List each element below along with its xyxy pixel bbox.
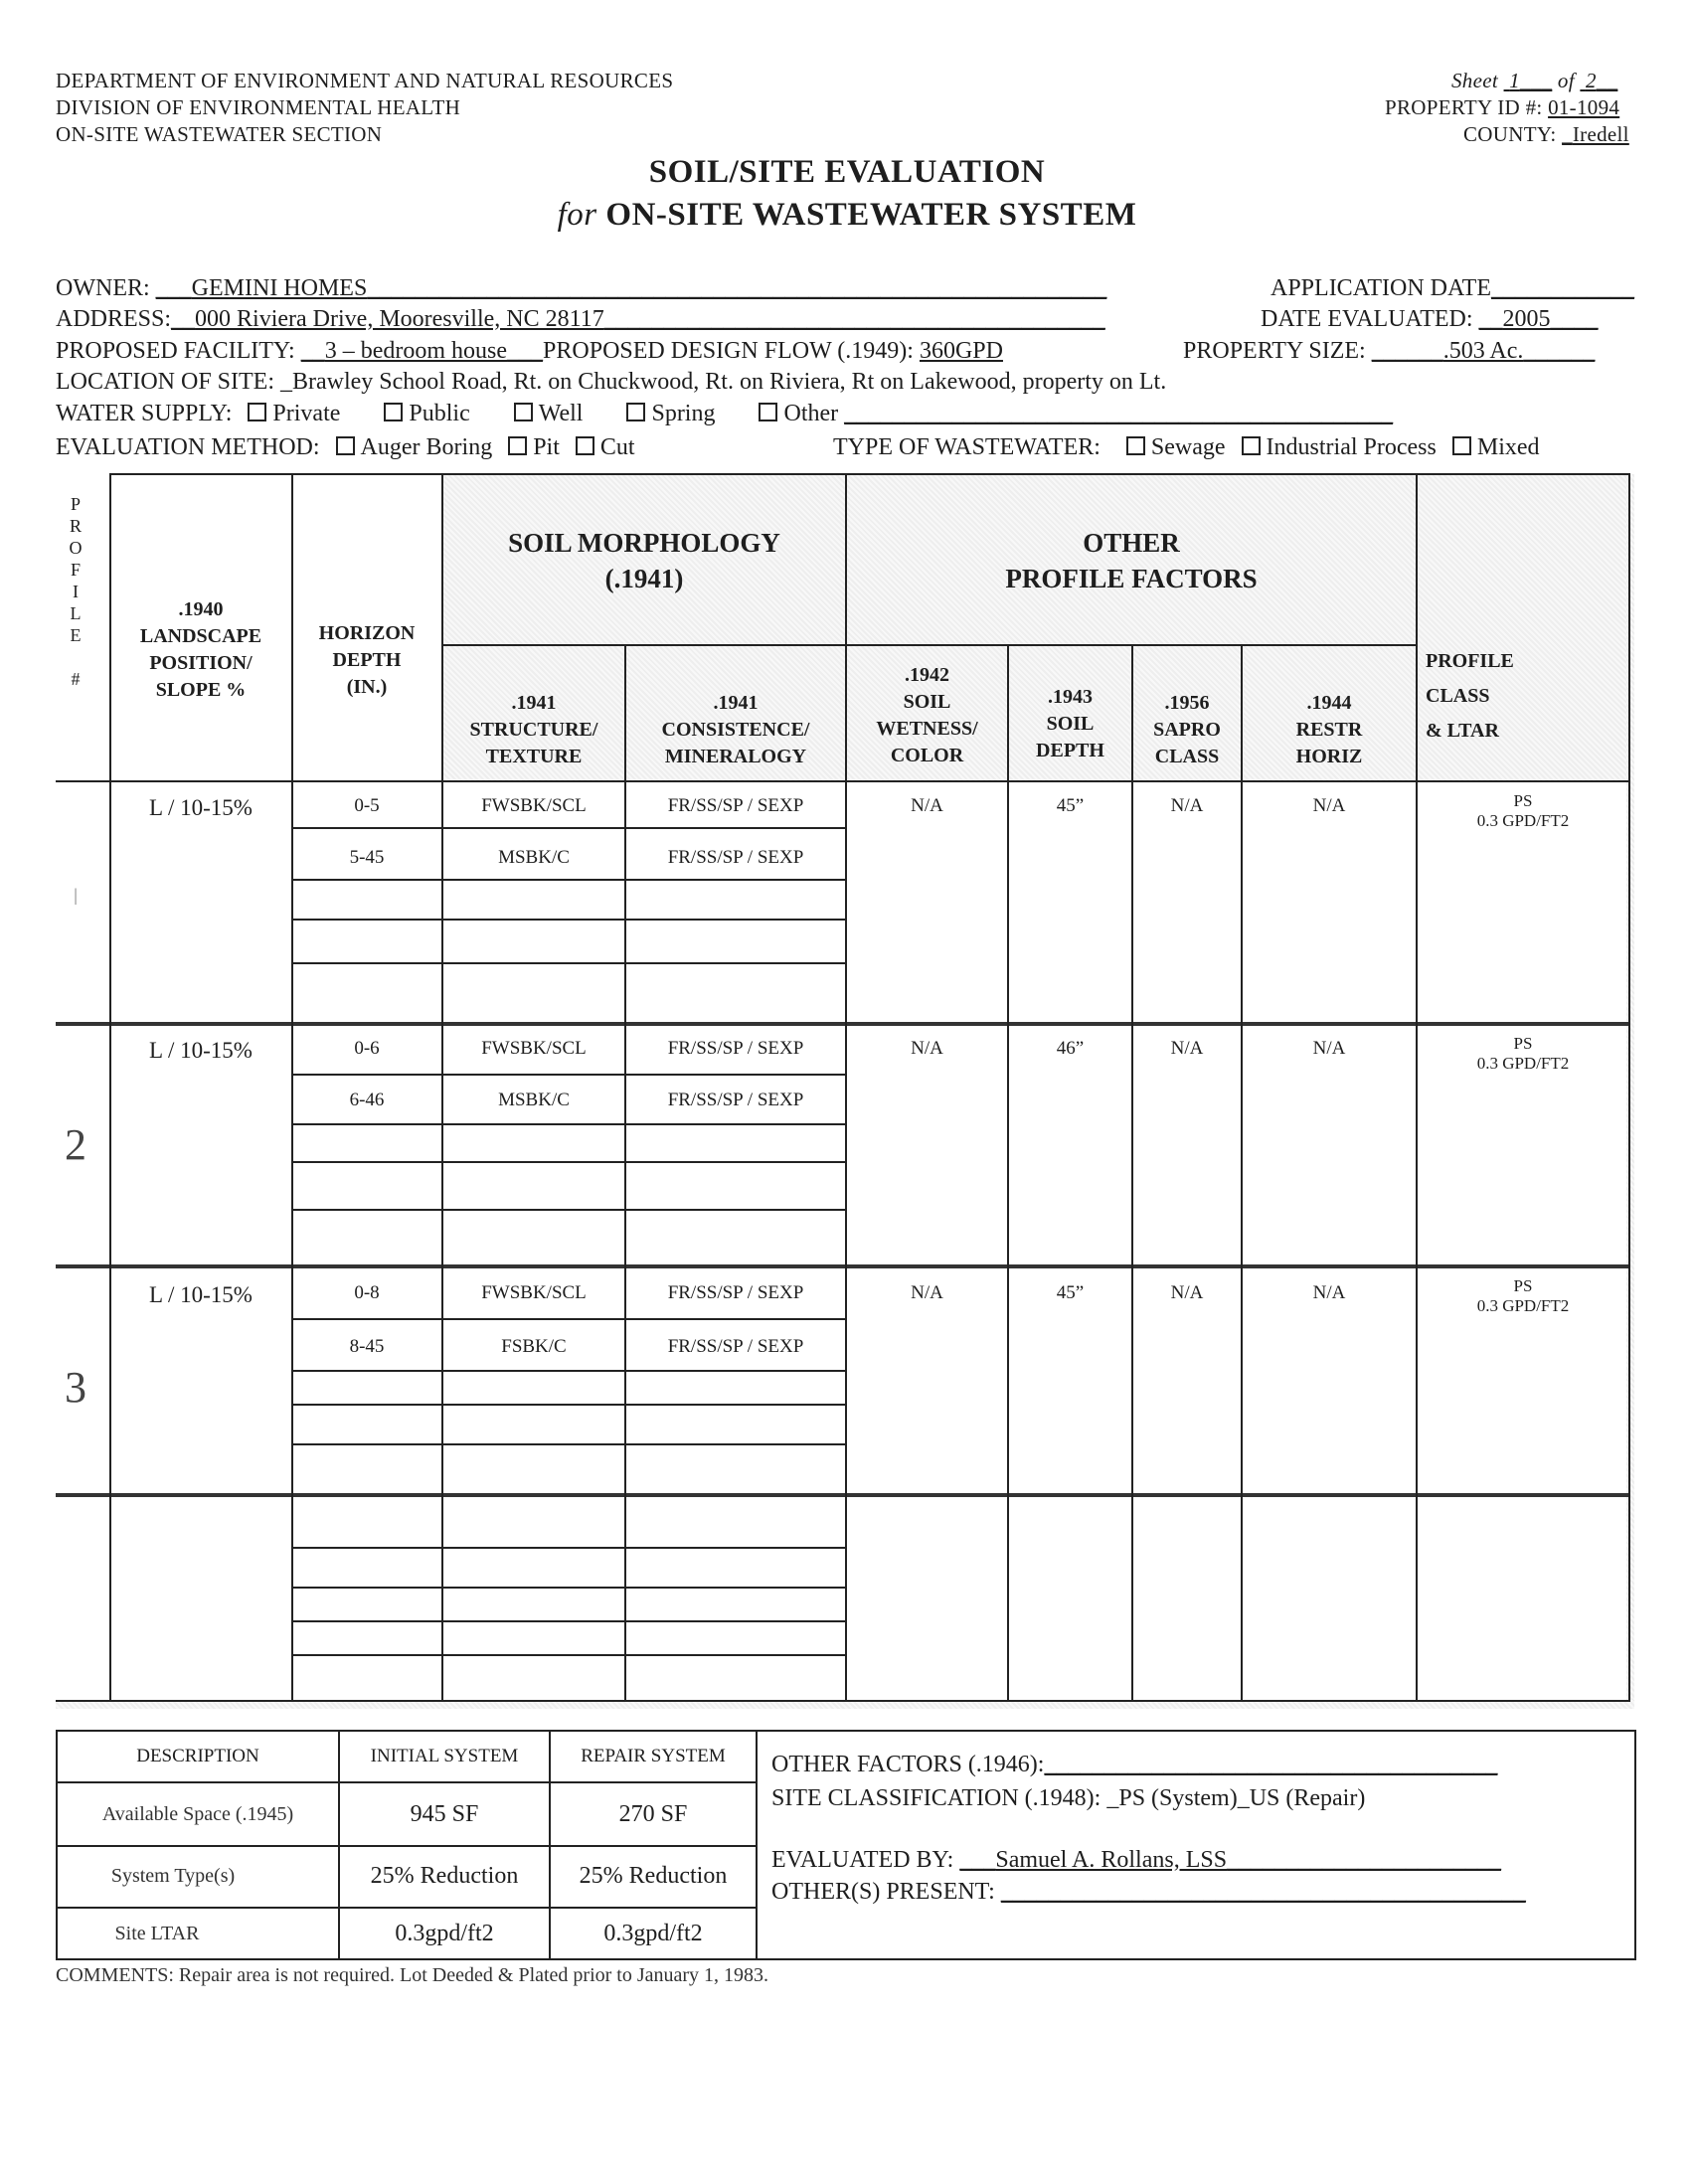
profile-ltar: 0.3 GPD/FT2 xyxy=(1476,1054,1570,1073)
other-profile-factors-header: OTHER PROFILE FACTORS xyxy=(1005,528,1258,593)
soil-depth: 45” xyxy=(1056,795,1085,816)
form-title: SOIL/SITE EVALUATION xyxy=(648,154,1046,190)
sewage-checkbox[interactable] xyxy=(1126,436,1145,455)
landscape-value: L / 10-15% xyxy=(149,795,253,820)
landscape-header: .1940 LANDSCAPE POSITION/ SLOPE % xyxy=(139,598,262,701)
structure-texture: MSBK/C xyxy=(498,1090,570,1110)
evaluated-by-field: EVALUATED BY: ___Samuel A. Rollans, LSS_______________________ xyxy=(771,1847,1502,1873)
dept-line: DEPARTMENT OF ENVIRONMENT AND NATURAL RESOURCES xyxy=(56,69,674,92)
water-supply-field: WATER SUPPLY: Private Public Well Spring Other ______________________________________________ xyxy=(56,401,1394,426)
sapro-class: N/A xyxy=(1170,1282,1204,1303)
horizon-depth: 0-5 xyxy=(354,795,380,816)
site-classification-field: SITE CLASSIFICATION (.1948): _PS (System)_US (Repair) xyxy=(771,1785,1366,1811)
soil-depth-header: .1943 SOIL DEPTH xyxy=(1036,686,1104,761)
others-present-field: OTHER(S) PRESENT: ____________________________________________ xyxy=(771,1879,1526,1905)
auger-checkbox[interactable] xyxy=(336,436,355,455)
consistence-mineralogy: FR/SS/SP / SEXP xyxy=(667,1282,804,1303)
other-checkbox[interactable] xyxy=(759,403,777,421)
soil-wetness: N/A xyxy=(911,795,943,816)
summary-repair-value: 25% Reduction xyxy=(579,1863,728,1889)
owner-field: OWNER: ___GEMINI HOMES______________________________________________________________ xyxy=(56,275,1107,301)
section-line: ON-SITE WASTEWATER SECTION xyxy=(56,122,383,146)
profile-ltar: 0.3 GPD/FT2 xyxy=(1476,811,1570,830)
repair-system-header: REPAIR SYSTEM xyxy=(581,1746,726,1766)
structure-texture: MSBK/C xyxy=(498,847,570,868)
date-evaluated-field: DATE EVALUATED: __2005____ xyxy=(1261,306,1599,332)
sapro-class: N/A xyxy=(1170,795,1204,816)
structure-texture-header: .1941 STRUCTURE/ TEXTURE xyxy=(469,692,598,767)
property-id: PROPERTY ID #: 01-1094 xyxy=(1385,95,1620,119)
profile-number: | xyxy=(74,885,78,905)
soil-wetness: N/A xyxy=(911,1282,943,1303)
profile-class: PS xyxy=(1513,1276,1533,1295)
description-header: DESCRIPTION xyxy=(136,1746,259,1766)
cut-checkbox[interactable] xyxy=(576,436,594,455)
consistence-mineralogy: FR/SS/SP / SEXP xyxy=(667,795,804,816)
application-date-field: APPLICATION DATE____________ xyxy=(1270,275,1634,301)
division-line: DIVISION OF ENVIRONMENTAL HEALTH xyxy=(56,95,461,119)
spring-checkbox[interactable] xyxy=(626,403,645,421)
mixed-checkbox[interactable] xyxy=(1452,436,1471,455)
structure-texture: FSBK/C xyxy=(501,1336,567,1357)
horizon-depth: 6-46 xyxy=(349,1090,385,1110)
consistence-header: .1941 CONSISTENCE/ MINERALOGY xyxy=(661,692,810,767)
pit-checkbox[interactable] xyxy=(508,436,527,455)
initial-system-header: INITIAL SYSTEM xyxy=(370,1746,519,1766)
consistence-mineralogy: FR/SS/SP / SEXP xyxy=(667,1090,804,1110)
profile-class: PS xyxy=(1513,791,1533,810)
profile-class: PS xyxy=(1513,1034,1533,1053)
soil-morphology-header: SOIL MORPHOLOGY (.1941) xyxy=(508,528,780,593)
summary-initial-value: 25% Reduction xyxy=(370,1863,519,1889)
profile-number-header: P R O F I L E # xyxy=(69,494,83,689)
landscape-value: L / 10-15% xyxy=(149,1038,253,1063)
consistence-mineralogy: FR/SS/SP / SEXP xyxy=(667,1336,804,1357)
horizon-depth: 0-6 xyxy=(354,1038,380,1059)
sapro-class-header: .1956 SAPRO CLASS xyxy=(1153,692,1221,767)
horizon-depth: 0-8 xyxy=(354,1282,380,1303)
wastewater-type-field: TYPE OF WASTEWATER: Sewage Industrial Process Mixed xyxy=(833,434,1540,460)
profile-number: 2 xyxy=(65,1120,86,1169)
horizon-depth-header: HORIZON DEPTH (IN.) xyxy=(318,622,416,698)
consistence-mineralogy: FR/SS/SP / SEXP xyxy=(667,847,804,868)
private-checkbox[interactable] xyxy=(248,403,266,421)
horizon-depth: 5-45 xyxy=(349,847,385,868)
profile-number: 3 xyxy=(65,1363,86,1412)
public-checkbox[interactable] xyxy=(384,403,403,421)
evaluation-method-field: EVALUATION METHOD: Auger Boring Pit Cut xyxy=(56,434,635,460)
facility-field: PROPOSED FACILITY: __3 – bedroom house___PROPOSED DESIGN FLOW (.1949): 360GPD xyxy=(56,338,1003,364)
address-field: ADDRESS:__000 Riviera Drive, Mooresville, NC 28117__________________________________________ xyxy=(56,306,1105,332)
other-factors-field: OTHER FACTORS (.1946):______________________________________ xyxy=(771,1752,1498,1777)
summary-row-label: Available Space (.1945) xyxy=(101,1803,294,1825)
comments: COMMENTS: Repair area is not required. Lot Deeded & Plated prior to January 1, 1983. xyxy=(56,1964,769,1986)
county: COUNTY: _Iredell xyxy=(1463,122,1629,146)
form-subtitle: for ON-SITE WASTEWATER SYSTEM xyxy=(557,197,1137,233)
location-field: LOCATION OF SITE: _Brawley School Road, Rt. on Chuckwood, Rt. on Riviera, Rt on Lakewood, property on Lt. xyxy=(56,369,1167,395)
restr-horiz: N/A xyxy=(1312,1282,1346,1303)
restr-horiz: N/A xyxy=(1312,1038,1346,1059)
horizon-depth: 8-45 xyxy=(349,1336,385,1357)
soil-depth: 46” xyxy=(1056,1038,1085,1059)
industrial-checkbox[interactable] xyxy=(1242,436,1261,455)
summary-initial-value: 0.3gpd/ft2 xyxy=(395,1921,494,1946)
property-size-field: PROPERTY SIZE: ______.503 Ac.______ xyxy=(1183,338,1596,364)
sheet-indicator: Sheet 1___ of 2__ xyxy=(1451,69,1618,92)
restr-horiz: N/A xyxy=(1312,795,1346,816)
summary-row-label: System Type(s) xyxy=(110,1865,236,1887)
soil-wetness-header: .1942 SOIL WETNESS/ COLOR xyxy=(876,664,978,766)
profile-ltar: 0.3 GPD/FT2 xyxy=(1476,1296,1570,1315)
structure-texture: FWSBK/SCL xyxy=(481,1038,587,1059)
landscape-value: L / 10-15% xyxy=(149,1282,253,1307)
summary-row-label: Site LTAR xyxy=(114,1923,200,1944)
restr-horiz-header: .1944 RESTR HORIZ xyxy=(1295,692,1363,767)
soil-wetness: N/A xyxy=(911,1038,943,1059)
soil-depth: 45” xyxy=(1056,1282,1085,1303)
summary-repair-value: 0.3gpd/ft2 xyxy=(603,1921,703,1946)
well-checkbox[interactable] xyxy=(514,403,533,421)
sapro-class: N/A xyxy=(1170,1038,1204,1059)
structure-texture: FWSBK/SCL xyxy=(481,1282,587,1303)
structure-texture: FWSBK/SCL xyxy=(481,795,587,816)
profile-class-header: PROFILE CLASS & LTAR xyxy=(1426,650,1514,742)
summary-initial-value: 945 SF xyxy=(410,1801,479,1827)
summary-repair-value: 270 SF xyxy=(618,1801,688,1827)
consistence-mineralogy: FR/SS/SP / SEXP xyxy=(667,1038,804,1059)
